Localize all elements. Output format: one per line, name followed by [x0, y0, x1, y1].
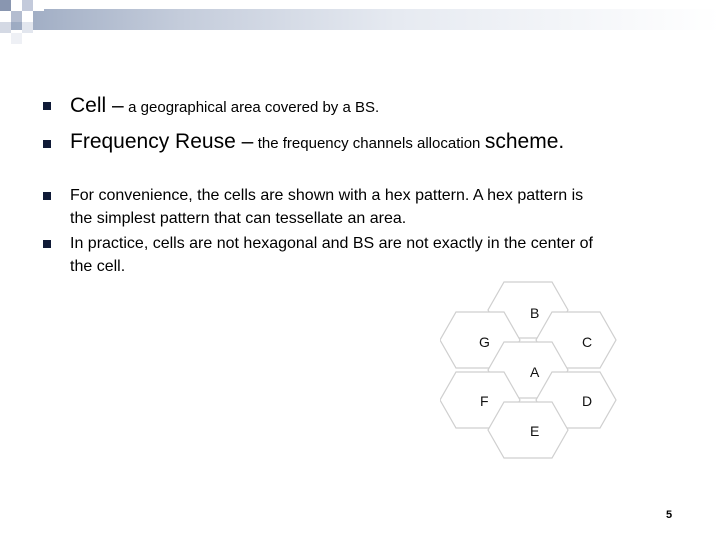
paragraph-line: the simplest pattern that can tessellate an area. [70, 210, 407, 227]
decor-square [11, 11, 22, 22]
decor-square [33, 0, 44, 11]
decor-square [22, 11, 33, 22]
hex-label-c: C [582, 334, 593, 350]
decor-square [22, 22, 33, 33]
page-number: 5 [666, 509, 673, 521]
decor-square [0, 0, 11, 11]
hex-label-f: F [480, 393, 489, 409]
term-cell: Cell – [70, 94, 124, 117]
desc-frequency-reuse-tail: scheme. [484, 130, 565, 153]
hex-label-e: E [530, 423, 540, 439]
paragraph-hex-pattern [70, 184, 583, 230]
bullet-marker [43, 102, 51, 110]
bullet-marker [43, 192, 51, 200]
decor-square [22, 0, 33, 11]
decor-square [0, 22, 11, 33]
desc-frequency-reuse: the frequency channels allocation [257, 135, 481, 152]
desc-cell: a geographical area covered by a BS. [128, 99, 380, 116]
paragraph-line: For convenience, the cells are shown with a hex pattern. A hex pattern is [70, 187, 584, 204]
hex-label-d: D [582, 393, 593, 409]
bullet-marker [43, 140, 51, 148]
hex-label-g: G [479, 334, 490, 350]
hex-cell-e [488, 402, 568, 458]
decor-square [0, 11, 11, 22]
decor-square [11, 33, 22, 44]
paragraph-in-practice [70, 232, 593, 278]
bullet-frequency-reuse-definition [70, 130, 564, 154]
decor-square [11, 0, 22, 11]
hex-label-b: B [530, 305, 540, 321]
header-band [0, 9, 720, 30]
hex-label-a: A [530, 364, 540, 380]
paragraph-line: the cell. [70, 258, 126, 275]
hex-cell-diagram [440, 280, 630, 466]
term-frequency-reuse: Frequency Reuse – [70, 130, 254, 153]
paragraph-line: In practice, cells are not hexagonal and BS are not exactly in the center of [70, 235, 593, 252]
bullet-marker [43, 240, 51, 248]
bullet-cell-definition [70, 94, 379, 118]
